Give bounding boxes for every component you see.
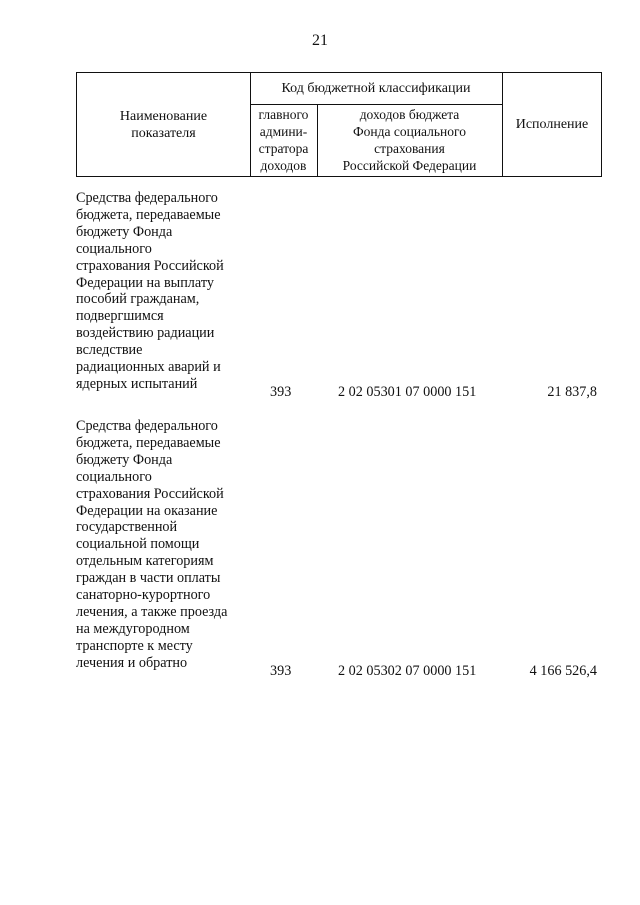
table-header — [76, 72, 602, 177]
row-budget-code: 2 02 05301 07 0000 151 — [338, 384, 477, 400]
row-budget-code: 2 02 05302 07 0000 151 — [338, 663, 477, 679]
page-number: 21 — [312, 32, 328, 49]
row-admin-code: 393 — [270, 384, 292, 400]
column-header-code-group: Код бюджетной классификации — [281, 81, 471, 96]
row-name: Средства федерального бюджета, передаваемые бюджету Фонда социального страхования Российской Федерации на оказание государственной социальной помощи отдельным категориям граждан в части оплаты санаторно-курортного лечения, а также проезда на междугородном транспорте к месту лечения и обратно — [76, 418, 228, 671]
row-admin-code: 393 — [270, 663, 292, 679]
column-header-execution: Исполнение — [515, 117, 589, 132]
row-execution-value: 21 837,8 — [547, 384, 597, 400]
column-header-name: Наименование показателя — [119, 108, 208, 141]
column-header-admin: главного админи- стратора доходов — [258, 107, 309, 173]
column-header-income: доходов бюджета Фонда социального страхования Российской Федерации — [342, 107, 477, 173]
row-execution-value: 4 166 526,4 — [529, 663, 597, 679]
row-name: Средства федерального бюджета, передаваемые бюджету Фонда социального страхования Российской Федерации на выплату пособий гражданам, подвергшимся воздействию радиации вследствие радиационных аварий и ядерных испытаний — [76, 190, 224, 392]
